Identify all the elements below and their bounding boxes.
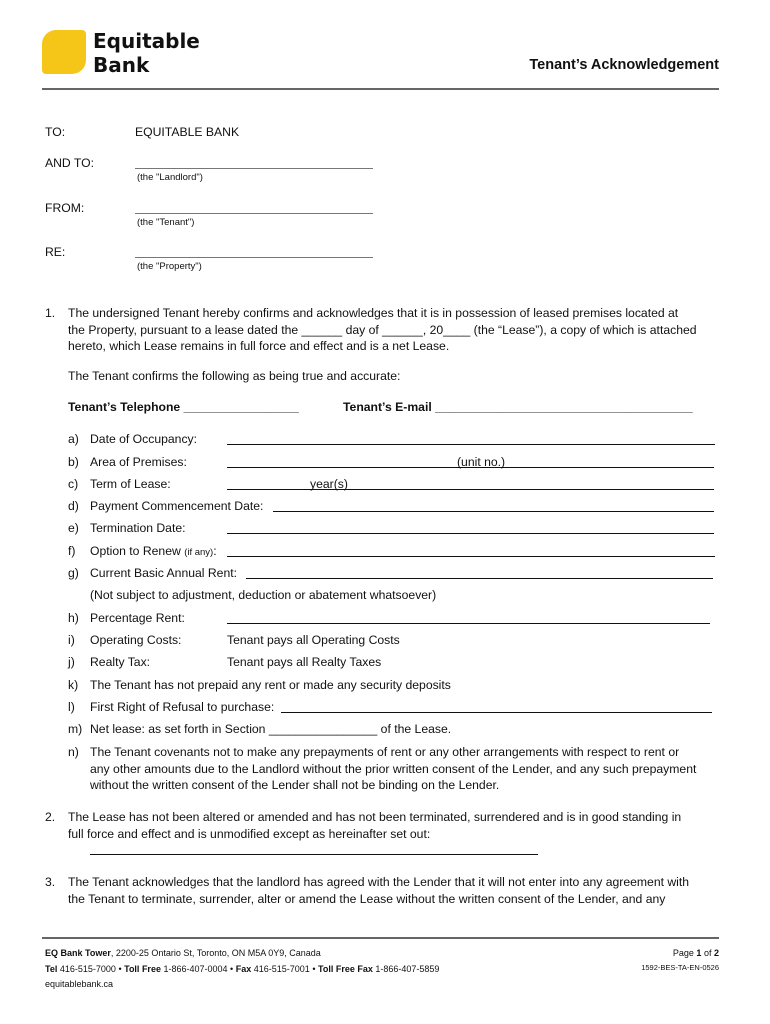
sep-3: • (312, 964, 316, 974)
section-3 (45, 874, 725, 907)
item-h-label: Percentage Rent: (90, 611, 185, 625)
item-f-colon: : (213, 544, 217, 558)
item-h (68, 611, 185, 625)
sep-2: • (230, 964, 234, 974)
form-code: 1592-BES-TA-EN-0526 (641, 963, 719, 972)
item-m-label: Net lease: as set forth in Section ________________ of the Lease. (90, 722, 452, 736)
item-j-letter: j) (68, 655, 75, 669)
footer-contacts (45, 964, 439, 974)
item-l-letter: l) (68, 700, 75, 714)
rent-note: (Not subject to adjustment, deduction or abatement whatsoever) (90, 588, 437, 602)
option-renew-field[interactable] (227, 556, 715, 557)
section-3-line2: the Tenant to terminate, surrender, alter or amend the Lease without the written consent of the Lender, and any (68, 891, 666, 906)
item-k-letter: k) (68, 678, 79, 692)
property-caption: (the "Property") (137, 261, 202, 272)
footer-street: , 2200-25 Ontario St, Toronto, ON M5A 0Y9, Canada (110, 948, 321, 958)
item-m-letter: m) (68, 722, 83, 736)
brand-line2: Bank (93, 53, 150, 77)
toll-free-value: 1-866-407-0004 (163, 964, 228, 974)
item-j (68, 655, 150, 669)
footer-address (45, 948, 321, 958)
section-2 (45, 809, 725, 842)
item-i-label: Operating Costs: (90, 633, 182, 647)
realty-tax-value: Tenant pays all Realty Taxes (227, 655, 382, 669)
item-k-label: The Tenant has not prepaid any rent or made any security deposits (90, 678, 451, 692)
page-total: 2 (713, 948, 719, 958)
from-label: FROM: (45, 201, 85, 215)
item-l-label: First Right of Refusal to purchase: (90, 700, 275, 714)
term-field[interactable] (227, 489, 714, 490)
item-e-letter: e) (68, 521, 79, 535)
section-1-line3: hereto, which Lease remains in full force and effect and is a net Lease. (68, 339, 450, 353)
brand-line1: Equitable (93, 29, 200, 53)
item-n-letter: n) (68, 745, 79, 759)
footer-divider (42, 937, 719, 939)
occupancy-date-field[interactable] (227, 444, 715, 445)
toll-fax-value: 1-866-407-5859 (375, 964, 440, 974)
payment-commencement-field[interactable] (273, 511, 714, 512)
percentage-rent-field[interactable] (227, 623, 710, 624)
page-title: Tenant’s Acknowledgement (529, 57, 719, 73)
item-i-letter: i) (68, 633, 75, 647)
item-k (68, 678, 451, 692)
item-i (68, 633, 181, 647)
and-to-label: AND TO: (45, 156, 94, 170)
item-c (68, 477, 171, 491)
item-f-if-any: (if any) (184, 547, 214, 558)
unit-no-label: (unit no.) (457, 455, 506, 469)
item-n-line1: The Tenant covenants not to make any prepayments of rent or any other arrangements with respect to rent or (90, 745, 680, 759)
footer-building: EQ Bank Tower (45, 948, 111, 958)
brand-logo-icon (42, 30, 86, 74)
toll-free-label: Toll Free (124, 964, 161, 974)
property-field[interactable] (135, 257, 373, 258)
termination-date-field[interactable] (227, 533, 714, 534)
to-value: EQUITABLE BANK (135, 125, 240, 139)
section-2-line1: The Lease has not been altered or amended and has not been terminated, surrendered and is in good standing in (68, 810, 682, 824)
item-b (68, 455, 187, 469)
tenant-email-field[interactable]: Tenant’s E-mail ______________________________________ (343, 400, 693, 414)
re-label: RE: (45, 245, 66, 259)
item-l (68, 700, 274, 714)
item-f (68, 544, 217, 558)
item-m (68, 722, 451, 736)
page-word: Page (672, 948, 694, 958)
item-b-label: Area of Premises: (90, 455, 187, 469)
years-label: year(s) (310, 477, 348, 491)
item-n-line2: any other amounts due to the Landlord without the prior written consent of the Lender, and any such prepayment (90, 761, 697, 776)
section-1-line2: the Property, pursuant to a lease dated the ______ day of ______, 20____ (the “Lease”), a copy of which is attached (68, 322, 697, 337)
section-2-line2: full force and effect and is unmodified except as hereinafter set out: (68, 826, 431, 841)
item-f-label: Option to Renew (90, 544, 181, 558)
to-label: TO: (45, 125, 66, 139)
page-indicator (673, 948, 719, 958)
landlord-field[interactable] (135, 168, 373, 169)
item-g (68, 566, 237, 580)
fax-value: 416-515-7001 (253, 964, 310, 974)
section-3-line1: The Tenant acknowledges that the landlord has agreed with the Lender that it will not enter into any agreement with (68, 875, 690, 889)
item-f-letter: f) (68, 544, 76, 558)
item-c-letter: c) (68, 477, 79, 491)
website-link[interactable]: equitablebank.ca (45, 979, 114, 989)
brand-name (93, 29, 200, 77)
toll-fax-label: Toll Free Fax (318, 964, 373, 974)
section-1-number: 1. (45, 306, 56, 320)
item-g-letter: g) (68, 566, 79, 580)
first-refusal-field[interactable] (281, 712, 712, 713)
tenant-telephone-field[interactable]: Tenant’s Telephone _________________ (68, 400, 299, 414)
item-e-label: Termination Date: (90, 521, 186, 535)
item-d-letter: d) (68, 499, 79, 513)
confirm-statement: The Tenant confirms the following as being true and accurate: (68, 369, 401, 383)
tenant-caption: (the "Tenant") (137, 217, 195, 228)
tenant-field[interactable] (135, 213, 373, 214)
basic-rent-field[interactable] (246, 578, 713, 579)
tel-label: Tel (45, 964, 58, 974)
of-word: of (703, 948, 712, 958)
page-number: 1 (696, 948, 702, 958)
tel-value: 416-515-7000 (59, 964, 116, 974)
section-1-line1: The undersigned Tenant hereby confirms and acknowledges that it is in possession of leased premises located at (68, 306, 679, 320)
item-h-letter: h) (68, 611, 79, 625)
section-2-number: 2. (45, 810, 56, 824)
fax-label: Fax (235, 964, 252, 974)
header-divider (42, 88, 719, 90)
operating-costs-value: Tenant pays all Operating Costs (227, 633, 400, 647)
item-b-letter: b) (68, 455, 79, 469)
item-e (68, 521, 186, 535)
landlord-caption: (the "Landlord") (137, 172, 203, 183)
section-3-number: 3. (45, 875, 56, 889)
item-j-label: Realty Tax: (90, 655, 151, 669)
item-d-label: Payment Commencement Date: (90, 499, 264, 513)
item-c-label: Term of Lease: (90, 477, 171, 491)
sep-1: • (118, 964, 122, 974)
item-a-letter: a) (68, 432, 79, 446)
item-a-label: Date of Occupancy: (90, 432, 198, 446)
item-a (68, 432, 197, 446)
item-n (68, 744, 696, 794)
item-g-label: Current Basic Annual Rent: (90, 566, 238, 580)
item-n-line3: without the written consent of the Lender shall not be binding on the Lender. (90, 778, 500, 792)
section-1 (45, 305, 725, 355)
amendments-field[interactable] (90, 854, 538, 855)
item-d (68, 499, 263, 513)
